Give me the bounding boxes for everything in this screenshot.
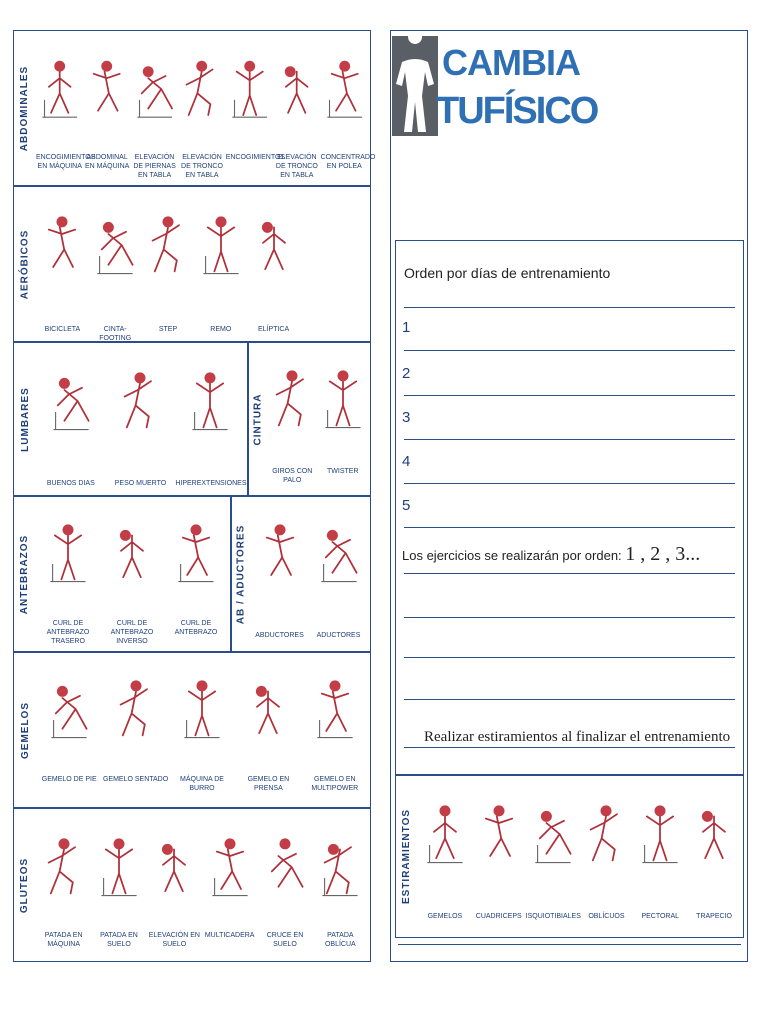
exercise-item (102, 661, 169, 783)
exercise-figure-icon (146, 195, 190, 295)
exercise-label: ELEVACIÓN DE TRONCO EN TABLA (181, 154, 223, 179)
exercise-item (687, 784, 741, 920)
exercise-item (83, 39, 130, 170)
section-title: AERÓBICOS (19, 229, 31, 299)
exercise-item (178, 39, 225, 179)
section-title: ANTEBRAZOS (19, 534, 31, 614)
section-antebrazos (13, 496, 231, 652)
notes-line-5 (404, 699, 735, 748)
exercise-item (194, 195, 247, 333)
exercise-label: PATADA EN MÁQUINA (44, 932, 83, 948)
exercise-label: GEMELO EN PRENSA (247, 776, 290, 792)
exercise-figure-icon (46, 505, 90, 601)
exercise-label: ISQUIOTIBIALES (525, 913, 581, 920)
exercise-item (36, 39, 96, 170)
exercise-figure-icon (321, 351, 365, 447)
exercise-item (580, 784, 634, 920)
exercise-label: GEMELOS (427, 913, 463, 920)
section-cintura (248, 342, 371, 496)
exercise-label: TRAPECIO (696, 913, 732, 920)
brand-logo (392, 36, 598, 136)
exercise-item (418, 784, 472, 920)
exercise-figure-icon (133, 39, 176, 139)
day-number: 2 (402, 365, 411, 382)
exercise-figure-icon (246, 661, 290, 757)
notes-line-1[interactable] (404, 559, 735, 574)
exercise-item (100, 505, 164, 645)
exercise-figure-icon (477, 784, 521, 884)
planner-title: Orden por días de entrenamiento (404, 265, 611, 281)
day-line-2[interactable] (404, 350, 735, 396)
exercise-label: ELEVACIÓN DE PIERNAS EN TABLA (133, 154, 176, 179)
exercise-item (267, 351, 318, 484)
day-line-1[interactable] (404, 305, 735, 351)
exercise-figure-icon (270, 351, 314, 447)
exercise-figure-icon (275, 39, 318, 139)
exercise-figure-icon (188, 351, 232, 451)
exercise-figure-icon (258, 505, 302, 601)
exercise-label: CRUCE EN SUELO (266, 932, 304, 948)
exercise-figure-icon (85, 39, 128, 139)
exercise-figure-icon (638, 784, 682, 884)
section-title: LUMBARES (19, 386, 31, 452)
exercise-figure-icon (228, 39, 271, 139)
exercise-item (147, 817, 202, 948)
day-line-5[interactable] (404, 483, 735, 528)
exercise-item (318, 351, 369, 475)
exercise-label: CURL DE ANTEBRAZO INVERSO (110, 620, 154, 645)
exercise-item (202, 817, 257, 939)
exercise-label: ELEVACIÓN DE TRONCO EN TABLA (275, 154, 318, 179)
section-ab-aductores (231, 496, 371, 652)
exercise-figure-icon (199, 195, 243, 295)
exercise-item (250, 505, 309, 639)
exercise-label: PATADA OBLÍCUA (324, 932, 356, 948)
day-line-4[interactable] (404, 439, 735, 484)
exercise-figure-icon (110, 505, 154, 601)
exercise-figure-icon (38, 39, 81, 139)
exercise-label: CINTA-FOOTING (99, 326, 132, 342)
notes-line-3[interactable] (404, 617, 735, 658)
exercise-figure-icon (174, 505, 218, 601)
exercise-item (235, 661, 301, 792)
section-title: GLUTEOS (19, 857, 31, 913)
exercise-item (472, 784, 526, 920)
exercise-item (525, 784, 581, 920)
notes-line-2[interactable] (404, 573, 735, 618)
exercise-item (257, 817, 312, 948)
exercise-figure-icon (180, 661, 224, 757)
exercise-label: REMO (210, 326, 232, 333)
exercise-figure-icon (49, 351, 93, 451)
exercise-item (106, 351, 176, 487)
exercise-label: OBLÍCUOS (588, 913, 625, 920)
exercise-label: GIROS CON PALO (272, 468, 313, 484)
exercise-item (36, 817, 91, 948)
exercise-item (320, 39, 376, 170)
exercise-label: MULTICADERA (204, 932, 255, 939)
section-gemelos (13, 652, 371, 808)
exercise-figure-icon (97, 817, 141, 917)
exercise-figure-icon (93, 195, 137, 295)
day-number: 5 (402, 497, 411, 514)
exercise-label: ENCOGIMIENTOS (225, 154, 286, 161)
exercise-item (91, 817, 146, 948)
exercise-label: HIPEREXTENSIONES (175, 480, 247, 487)
exercise-item (36, 351, 106, 487)
section-gluteos (13, 808, 371, 962)
exercise-label: ENCOGIMIENTOS EN MÁQUINA (36, 154, 96, 170)
section-title: ABDOMINALES (19, 65, 31, 151)
day-number: 1 (402, 319, 411, 336)
exercise-label: MÁQUINA DE BURRO (180, 776, 224, 792)
exercise-item (175, 351, 247, 487)
exercise-label: STEP (158, 326, 178, 333)
section-title: ESTIRAMIENTOS (401, 808, 413, 905)
training-planner (395, 240, 744, 775)
order-numbers: 1 , 2 , 3... (625, 543, 701, 565)
exercise-item (302, 661, 368, 792)
exercise-item (131, 39, 178, 179)
exercise-label: ADUCTORES (316, 632, 361, 639)
exercise-item (309, 505, 368, 639)
section-aerobicos (13, 186, 371, 342)
exercise-label: BICICLETA (44, 326, 81, 333)
section-title: AB / ADUCTORES (235, 524, 247, 624)
exercise-figure-icon (531, 784, 575, 884)
exercise-item (633, 784, 687, 920)
exercise-label: CUADRICEPS (475, 913, 522, 920)
exercise-label: TWISTER (327, 468, 359, 475)
exercise-label: PECTORAL (641, 913, 680, 920)
exercise-label: GEMELO EN MULTIPOWER (311, 776, 359, 792)
section-abdominales (13, 30, 376, 186)
logo-text-cambia: CAMBIA (442, 42, 580, 83)
exercise-figure-icon (42, 817, 86, 917)
exercise-figure-icon (584, 784, 628, 884)
exercise-figure-icon (152, 817, 196, 917)
notes-line-4[interactable] (404, 657, 735, 700)
exercise-item (36, 661, 102, 783)
exercise-item (36, 505, 100, 645)
exercise-item (89, 195, 142, 342)
exercise-figure-icon (317, 505, 361, 601)
exercise-item (164, 505, 228, 636)
exercise-item (225, 39, 286, 161)
day-number: 4 (402, 453, 411, 470)
stretch-note: Realizar estiramientos al finalizar el entrenamiento (424, 729, 731, 745)
exercise-item (247, 195, 300, 333)
bodybuilder-logo-icon (392, 36, 438, 136)
exercise-item (313, 817, 368, 948)
exercise-figure-icon (263, 817, 307, 917)
exercise-item (169, 661, 235, 792)
exercise-label: GEMELO SENTADO (102, 776, 169, 783)
day-number: 3 (402, 409, 411, 426)
exercise-label: ELEVACIÓN EN SUELO (148, 932, 200, 948)
exercise-figure-icon (180, 39, 223, 139)
exercise-figure-icon (423, 784, 467, 884)
exercise-figure-icon (252, 195, 296, 295)
exercise-label: PESO MUERTO (114, 480, 167, 487)
exercise-figure-icon (40, 195, 84, 295)
day-line-3[interactable] (404, 395, 735, 440)
exercise-label: PATADA EN SUELO (100, 932, 138, 948)
exercise-label: CURL DE ANTEBRAZO TRASERO (46, 620, 90, 645)
exercise-label: CURL DE ANTEBRAZO (174, 620, 218, 636)
section-lumbares (13, 342, 248, 496)
exercise-item (36, 195, 89, 333)
exercise-label: CONCENTRADO EN POLEA (320, 154, 376, 170)
exercise-label: ELÍPTICA (258, 326, 290, 333)
exercise-figure-icon (114, 661, 158, 757)
section-title: GEMELOS (19, 701, 31, 759)
exercise-figure-icon (318, 817, 362, 917)
section-estiramientos (395, 775, 744, 938)
logo-text-tufisico: TUFÍSICO (436, 90, 598, 132)
exercise-label: BUENOS DIAS (46, 480, 95, 487)
exercise-label: ABDUCTORES (255, 632, 304, 639)
section-title: CINTURA (252, 393, 264, 445)
exercise-label: ABDOMINAL EN MÁQUINA (84, 154, 130, 170)
exercise-label: GEMELO DE PIE (41, 776, 97, 783)
exercise-figure-icon (208, 817, 252, 917)
exercise-figure-icon (47, 661, 91, 757)
order-text: Los ejercicios se realizarán por orden: (402, 548, 622, 563)
exercise-figure-icon (323, 39, 366, 139)
exercise-figure-icon (692, 784, 736, 884)
exercise-item (273, 39, 320, 179)
exercise-figure-icon (313, 661, 357, 757)
exercise-figure-icon (118, 351, 162, 451)
bottom-line (398, 944, 741, 945)
exercise-item (142, 195, 195, 333)
